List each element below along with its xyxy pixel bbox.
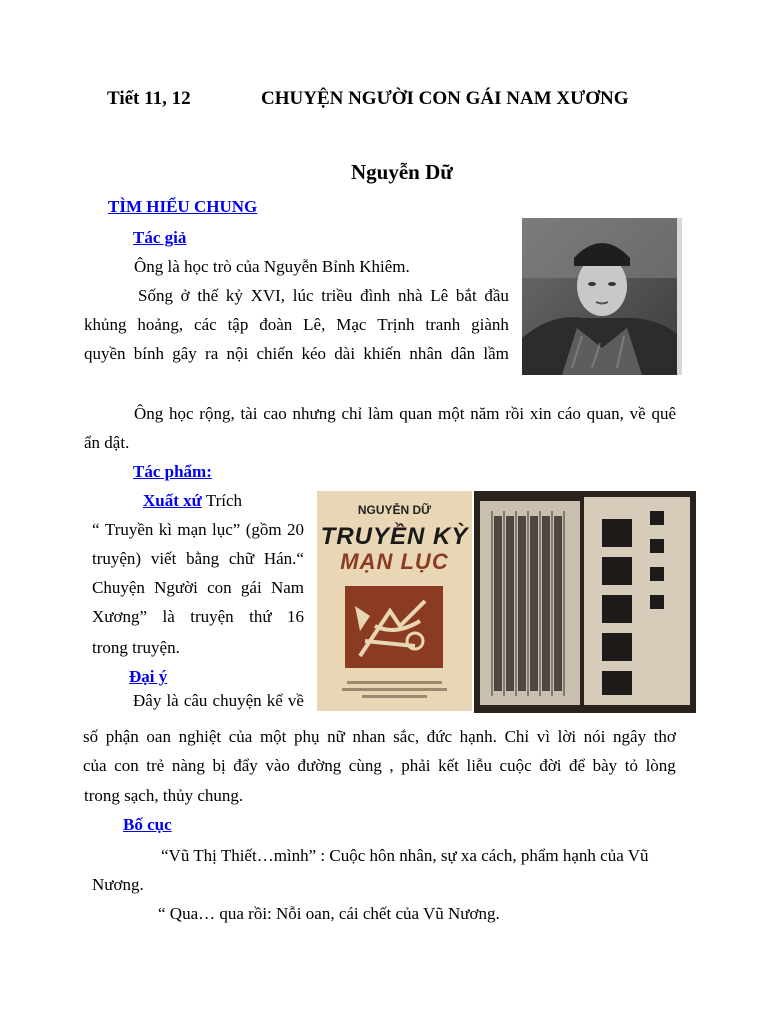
word: thơ <box>653 727 676 746</box>
word: một <box>438 404 465 423</box>
word: Lê <box>430 286 449 305</box>
word: đình <box>360 286 391 305</box>
word: kết <box>438 756 459 775</box>
word: Chuyện <box>92 578 145 597</box>
word: về <box>629 404 646 423</box>
word: phụ <box>294 727 320 746</box>
word: quan <box>399 404 433 423</box>
word: đẩy <box>233 756 258 775</box>
word: cùng <box>348 756 382 775</box>
word: cuộc <box>499 756 532 775</box>
word: khủng <box>84 315 127 334</box>
origin-line0 <box>143 491 242 511</box>
structure-p1-line2: Nương. <box>92 875 144 894</box>
word: Trịnh <box>377 315 415 334</box>
word: lầm <box>483 344 509 363</box>
word: hạnh. <box>459 727 497 746</box>
summary-line2 <box>83 756 676 776</box>
word: tỏ <box>624 756 638 775</box>
word: dân <box>450 344 476 363</box>
word: Sống <box>138 286 173 305</box>
origin-line1 <box>92 520 304 540</box>
origin-label[interactable]: Xuất xứ <box>143 491 202 510</box>
cover-illustration <box>345 586 443 668</box>
word: chiến <box>256 344 294 363</box>
author-p2-line1 <box>138 286 509 306</box>
word: truyện) <box>92 549 142 568</box>
word: dài <box>334 344 356 363</box>
author-subheading[interactable]: Tác giả <box>133 228 187 247</box>
author-p3-line2: ẩn dật. <box>84 433 130 452</box>
word: làm <box>367 404 394 423</box>
word: Hán.“ <box>263 549 304 568</box>
section-general-heading[interactable]: TÌM HIỂU CHUNG <box>108 197 258 216</box>
summary-last: trong sạch, thủy chung. <box>84 786 244 805</box>
word: trẻ <box>146 756 165 775</box>
word: XVI, <box>250 286 286 305</box>
word: kỷ <box>225 286 243 305</box>
word: 16 <box>287 607 304 626</box>
word: lòng <box>645 756 676 775</box>
origin-line3 <box>92 578 304 598</box>
structure-subheading[interactable]: Bố cục <box>123 815 172 834</box>
lesson-number: Tiết 11, 12 <box>107 88 191 109</box>
book-cover-image <box>317 491 472 711</box>
word: đức <box>426 727 453 746</box>
word: ra <box>205 344 219 363</box>
word: xin <box>529 404 552 423</box>
word: ngây <box>613 727 647 746</box>
structure-p2: “ Qua… qua rồi: Nỗi oan, cái chết của Vũ Nương. <box>158 904 500 923</box>
word: nội <box>226 344 249 363</box>
word: đầu <box>484 286 509 305</box>
word: nghiệt <box>178 727 222 746</box>
word: thứ <box>249 607 272 626</box>
origin-line4 <box>92 607 304 627</box>
word: lục” <box>212 520 241 539</box>
word: đời <box>539 756 562 775</box>
word: Mạc <box>336 315 367 334</box>
word: nàng <box>171 756 205 775</box>
word: tài <box>240 404 258 423</box>
word: Lê, <box>303 315 326 334</box>
word: phận <box>105 727 139 746</box>
word: oan <box>146 727 171 746</box>
word: bắt <box>455 286 477 305</box>
origin-line2 <box>92 549 304 569</box>
word: Nam <box>270 578 304 597</box>
word: rộng, <box>199 404 235 423</box>
word: là <box>162 607 175 626</box>
word: con <box>114 756 139 775</box>
word: nhưng <box>292 404 336 423</box>
word: bày <box>592 756 618 775</box>
word: nhà <box>398 286 423 305</box>
work-subheading[interactable]: Tác phẩm: <box>133 462 212 481</box>
word: tranh <box>425 315 461 334</box>
word: chữ <box>228 549 255 568</box>
author-p3-line1 <box>134 404 676 424</box>
word: cáo <box>557 404 581 423</box>
word: quan, <box>586 404 624 423</box>
word: hoảng, <box>137 315 184 334</box>
word: nói <box>583 727 606 746</box>
word: học <box>169 404 194 423</box>
word: Xương” <box>92 607 148 626</box>
author-p1: Ông là học trò của Nguyễn Bỉnh Khiêm. <box>134 257 410 276</box>
structure-p1-line1: “Vũ Thị Thiết…mình” : Cuộc hôn nhân, sự xa cách, phẩm hạnh của Vũ <box>161 846 649 865</box>
author-p2-line2 <box>84 315 509 335</box>
word: Người <box>154 578 198 597</box>
word: các <box>194 315 217 334</box>
author-p2-line3 <box>84 344 509 364</box>
word: thế <box>197 286 219 305</box>
word: , <box>389 756 394 775</box>
work-title: CHUYỆN NGƯỜI CON GÁI NAM XƯƠNG <box>261 88 629 109</box>
word: mạn <box>177 520 207 539</box>
word: triều <box>321 286 353 305</box>
word: nhân <box>409 344 443 363</box>
summary-subheading[interactable]: Đại ý <box>129 667 168 686</box>
word: (gồm <box>245 520 282 539</box>
word: “ <box>92 520 100 539</box>
word: chỉ <box>341 404 363 423</box>
word: viết <box>150 549 177 568</box>
word: rồi <box>505 404 525 423</box>
word: gây <box>172 344 197 363</box>
word: giành <box>471 315 509 334</box>
word: Đây <box>133 691 162 710</box>
word: cao <box>263 404 287 423</box>
word: nhan <box>352 727 386 746</box>
origin-last: trong truyện. <box>92 638 180 657</box>
word: đường <box>297 756 342 775</box>
word: tập <box>227 315 249 334</box>
title-row <box>0 88 768 114</box>
word: Truyền <box>104 520 154 539</box>
word: vì <box>536 727 550 746</box>
author-name: Nguyễn Dữ <box>351 160 453 184</box>
word: đoàn <box>259 315 293 334</box>
word: của <box>228 727 253 746</box>
word: năm <box>470 404 500 423</box>
word: ở <box>180 286 190 305</box>
cover-title-line2: MẠN LỤC <box>340 549 449 574</box>
cover-author: NGUYỄN DỮ <box>357 503 432 517</box>
word: quyền <box>84 344 126 363</box>
cover-title-line1: TRUYỀN KỲ <box>320 523 469 550</box>
word: quê <box>651 404 676 423</box>
word: bằng <box>186 549 220 568</box>
word: kì <box>158 520 172 539</box>
word: nữ <box>327 727 345 746</box>
summary-line1 <box>83 727 676 747</box>
manuscript-image <box>474 491 696 713</box>
word: 20 <box>286 520 304 539</box>
word: Chỉ <box>504 727 530 746</box>
word: liễu <box>466 756 492 775</box>
word: kéo <box>301 344 327 363</box>
word: bị <box>212 756 226 775</box>
author-portrait-photo <box>522 218 682 375</box>
word: con <box>207 578 232 597</box>
word: lời <box>557 727 577 746</box>
word: bính <box>133 344 165 363</box>
word: gái <box>240 578 262 597</box>
word: Ông <box>134 404 164 423</box>
word: sắc, <box>393 727 420 746</box>
word: khiến <box>363 344 402 363</box>
word: để <box>569 756 586 775</box>
word: là <box>166 691 179 710</box>
word: chuyện <box>212 691 262 710</box>
word: một <box>259 727 287 746</box>
summary-line0 <box>133 691 304 711</box>
origin-first: Trích <box>205 491 243 510</box>
word: câu <box>183 691 208 710</box>
word: truyện <box>190 607 234 626</box>
word: vào <box>265 756 290 775</box>
word: của <box>83 756 107 775</box>
word: kể <box>266 691 283 710</box>
word: lúc <box>292 286 314 305</box>
word: phải <box>401 756 431 775</box>
word: số <box>83 727 99 746</box>
word: về <box>287 691 304 710</box>
